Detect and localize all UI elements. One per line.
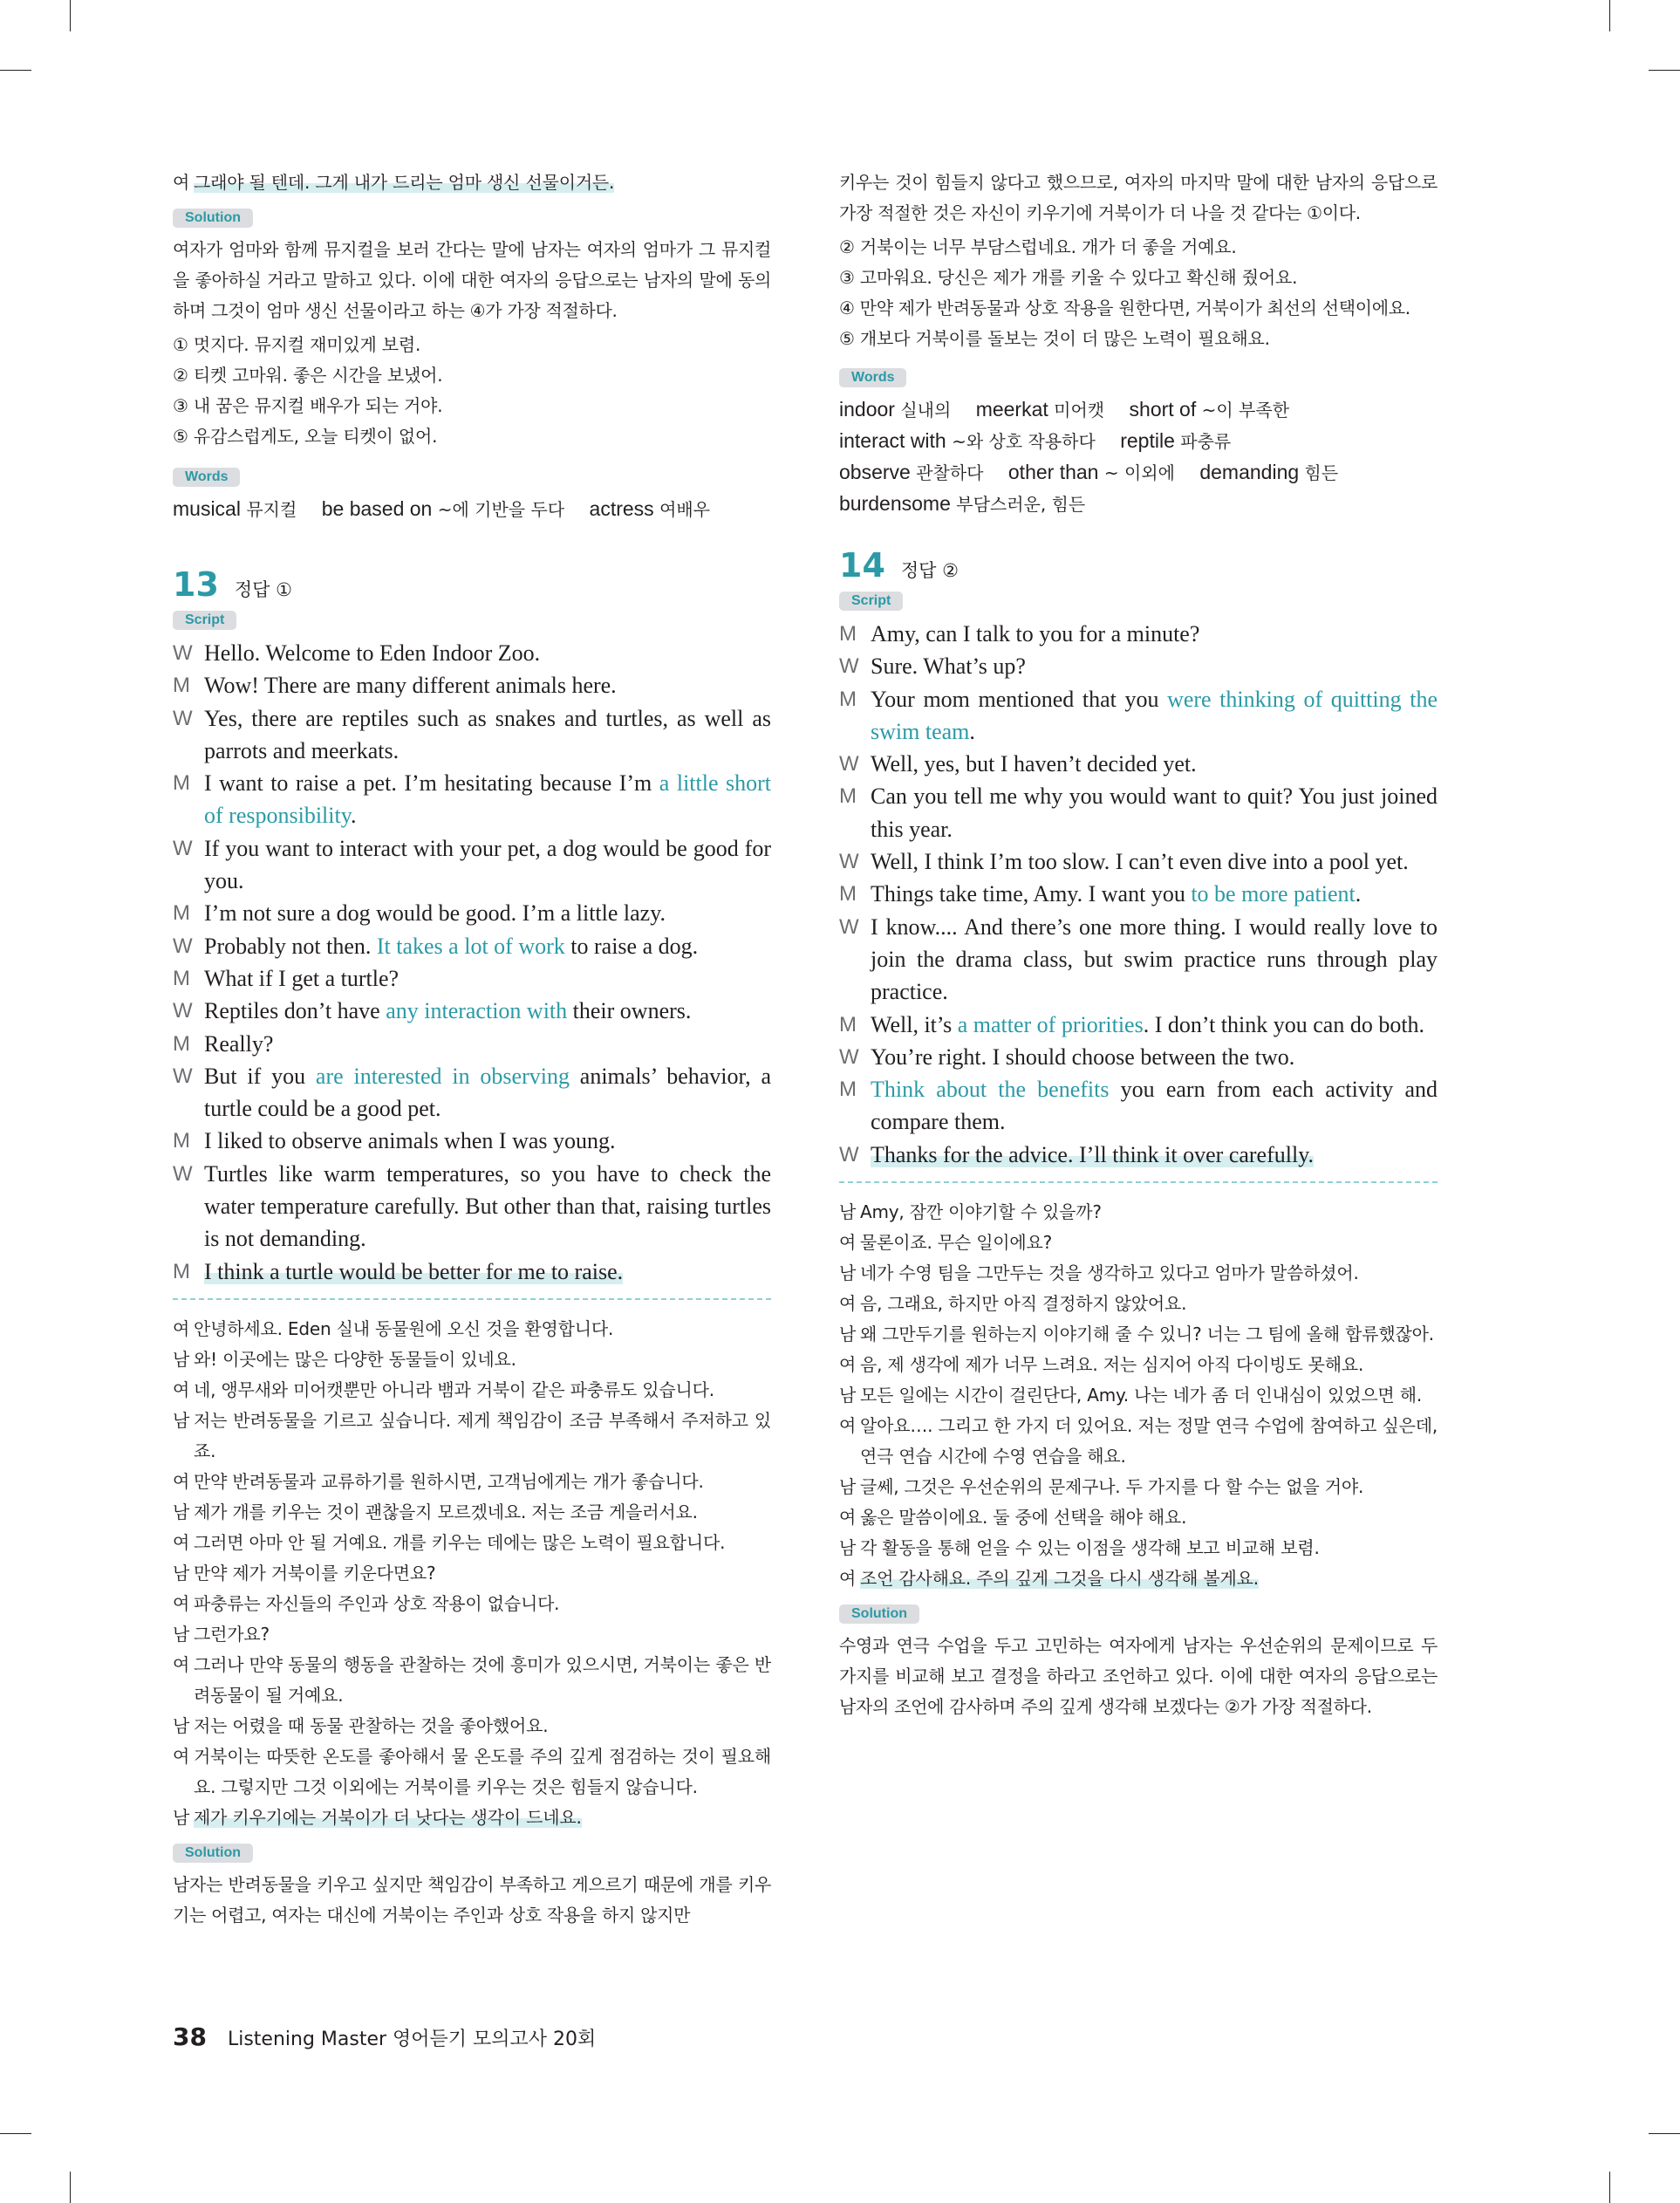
text: 여	[173, 1379, 190, 1400]
q14-solution: 수영과 연극 수업을 두고 고민하는 여자에게 남자는 우선순위의 문제이므로 두 가지를 비교해 보고 결정을 하라고 조언하고 있다. 이에 대한 여자의 응답으로는 남자의 조언에 감사하며 주의 깊게 생각해 보겠다는 ②가 가장 적절하다.	[839, 1635, 1438, 1718]
text: you earn from each activity and compare them.	[871, 1077, 1438, 1135]
text: 힘든	[1304, 462, 1339, 483]
script-line	[173, 767, 771, 832]
text: 여	[173, 1317, 190, 1339]
text: Sure. What’s up?	[871, 653, 1026, 680]
answer-highlight: 제가 키우기에는 거북이가 더 낫다는 생각이 드네요.	[194, 1806, 582, 1828]
solution-badge: Solution	[173, 1844, 253, 1863]
text: 남	[173, 1623, 190, 1645]
text: 남	[173, 1806, 190, 1828]
text: 뮤지컬	[246, 499, 297, 520]
text: actress	[589, 497, 654, 520]
text: 제가 개를 키우는 것이 괜찮을지 모르겠네요. 저는 조금 게을러서요.	[194, 1501, 698, 1522]
text: 남	[173, 1409, 190, 1431]
text: . I don’t think you can do both.	[1143, 1011, 1425, 1037]
text: 그런가요?	[194, 1623, 270, 1645]
q13-solution-part2: 키우는 것이 힘들지 않다고 했으므로, 여자의 마지막 말에 대한 남자의 응답으로 가장 적절한 것은 자신이 키우기에 거북이가 더 나을 것 같다는 ①이다.	[839, 172, 1438, 223]
text: M	[839, 1078, 857, 1102]
text: 음, 그래요, 하지만 아직 결정하지 않았어요.	[860, 1293, 1187, 1315]
text: their owners.	[567, 998, 692, 1024]
text: Well, it’s	[871, 1011, 958, 1037]
answer-label: 정답 ①	[234, 579, 292, 600]
text: 여	[839, 1354, 857, 1376]
option-item: ③ 내 꿈은 뮤지컬 배우가 되는 거야.	[173, 395, 443, 416]
text: ~이 부족한	[1201, 400, 1290, 421]
option-item: ② 거북이는 너무 부담스럽네요. 개가 더 좋을 거예요.	[839, 236, 1237, 257]
divider	[839, 1181, 1438, 1183]
text: ~에 기반을 두다	[437, 499, 565, 520]
script-line	[173, 669, 771, 701]
word-entry	[173, 497, 297, 520]
text: M	[173, 1259, 190, 1283]
words-badge: Words	[839, 368, 906, 387]
script-line	[839, 748, 1438, 780]
script-line	[839, 1139, 1438, 1171]
text: W	[173, 836, 193, 860]
text: 관찰하다	[916, 462, 984, 483]
text: 남	[173, 1562, 190, 1584]
text: 저는 반려동물을 기르고 싶습니다. 제게 책임감이 조금 부족해서 주저하고 있죠.	[194, 1409, 771, 1461]
text: M	[173, 674, 190, 698]
text: Yes, there are reptiles such as snakes and turtles, as well as parrots and meerkats.	[204, 705, 771, 763]
script-line	[173, 1125, 771, 1157]
word-entry	[1120, 429, 1231, 452]
option-item: ⑤ 개보다 거북이를 돌보는 것이 더 많은 노력이 필요해요.	[839, 328, 1270, 349]
text: W	[173, 934, 193, 958]
key-phrase: are interested in observing	[315, 1063, 570, 1089]
q12-words	[173, 494, 771, 525]
text: What if I get a turtle?	[204, 965, 400, 991]
text: Your mom mentioned that you	[871, 686, 1168, 712]
crop-mark-top-left	[0, 70, 31, 71]
text: W	[173, 999, 193, 1023]
text: musical	[173, 497, 241, 520]
text: I’m not sure a dog would be good. I’m a little lazy.	[204, 900, 666, 927]
text: 남	[839, 1262, 857, 1284]
text: Turtles like warm temperatures, so you have to check the water temperature carefully. But other than that, raising turtles is not demanding.	[204, 1160, 771, 1252]
text: .	[969, 718, 975, 744]
text: 와! 이곳에는 많은 다양한 동물들이 있네요.	[194, 1348, 516, 1370]
option-item: ① 멋지다. 뮤지컬 재미있게 보렴.	[173, 334, 421, 355]
q13-words	[839, 394, 1438, 520]
text: 파충류는 자신들의 주인과 상호 작용이 없습니다.	[194, 1592, 560, 1614]
text: M	[173, 1129, 190, 1153]
text: 거북이는 따뜻한 온도를 좋아해서 물 온도를 주의 깊게 점검하는 것이 필요해요. 그렇지만 그것 이외에는 거북이를 키우는 것은 힘들지 않습니다.	[194, 1745, 771, 1797]
script-line	[173, 897, 771, 929]
text: 그러면 아마 안 될 거예요. 개를 키우는 데에는 많은 노력이 필요합니다.	[194, 1531, 726, 1553]
text: W	[839, 654, 859, 679]
key-phrase: to be more patient	[1191, 881, 1356, 907]
text: 남	[839, 1385, 857, 1406]
crop-mark-top-right	[1649, 70, 1680, 71]
text: Probably not then.	[204, 933, 377, 959]
script-badge: Script	[173, 611, 236, 630]
text: Really?	[204, 1030, 274, 1057]
text: 여	[839, 1507, 857, 1529]
text: 여	[839, 1568, 857, 1590]
text: Things take time, Amy. I want you	[871, 881, 1192, 907]
text: 파충류	[1180, 431, 1232, 452]
text: M	[173, 901, 190, 926]
script-line	[173, 1255, 771, 1288]
text: M	[173, 966, 190, 990]
q13-solution-part1: 남자는 반려동물을 키우고 싶지만 책임감이 부족하고 게으르기 때문에 개를 키우기는 어렵고, 여자는 대신에 거북이는 주인과 상호 작용을 하지 않지만	[173, 1873, 771, 1926]
text: M	[839, 622, 857, 646]
key-phrase: were thinking of quitting the swim team	[871, 686, 1438, 744]
text: observe	[839, 461, 911, 483]
script-line	[173, 962, 771, 995]
text: I want to raise a pet. I’m hesitating because I’m	[204, 770, 659, 797]
text: M	[839, 784, 857, 809]
crop-mark-top-left-v	[70, 0, 71, 31]
solution-badge: Solution	[839, 1604, 919, 1624]
script-line	[839, 650, 1438, 682]
text: W	[839, 1044, 859, 1069]
script-line	[839, 1009, 1438, 1041]
script-line	[839, 618, 1438, 650]
book-title: Listening Master 영어듣기 모의고사 20회	[227, 2029, 597, 2050]
text: W	[173, 641, 193, 665]
text: 만약 반려동물과 교류하기를 원하시면, 고객님에게는 개가 좋습니다.	[194, 1470, 704, 1492]
script-line	[839, 911, 1438, 1009]
crop-mark-bottom-left-v	[70, 2172, 71, 2203]
script-line	[173, 702, 771, 768]
text: 여	[839, 1415, 857, 1437]
script-badge: Script	[839, 592, 903, 611]
words-badge: Words	[173, 468, 240, 487]
text: Well, yes, but I haven’t decided yet.	[871, 751, 1197, 777]
text: Well, I think I’m too slow. I can’t even dive into a pool yet.	[871, 849, 1409, 875]
text: If you want to interact with your pet, a dog would be good for you.	[204, 835, 771, 894]
script-line	[839, 845, 1438, 878]
word-entry	[839, 492, 1085, 515]
key-phrase: It takes a lot of work	[376, 933, 565, 959]
q13-heading	[173, 565, 771, 604]
script-line	[173, 637, 771, 669]
text: interact with	[839, 429, 946, 452]
text: 여	[173, 1531, 190, 1553]
question-number: 14	[839, 546, 885, 585]
word-entry	[839, 398, 951, 421]
word-entry	[839, 429, 1096, 452]
text: 네가 수영 팀을 그만두는 것을 생각하고 있다고 엄마가 말씀하셨어.	[860, 1262, 1359, 1284]
text: W	[173, 706, 193, 730]
crop-mark-top-right-v	[1609, 0, 1610, 31]
q14-heading	[839, 546, 1438, 585]
text: demanding	[1199, 461, 1300, 483]
option-item: ⑤ 유감스럽게도, 오늘 티켓이 없어.	[173, 426, 438, 447]
text: other than	[1007, 461, 1099, 483]
text: 여	[173, 1745, 190, 1767]
text: W	[839, 914, 859, 939]
text: meerkat	[975, 398, 1048, 421]
q13-translation	[173, 1314, 771, 1833]
text: 남	[173, 1714, 190, 1736]
text: 알아요…. 그리고 한 가지 더 있어요. 저는 정말 연극 수업에 참여하고 싶은데, 연극 연습 시간에 수영 연습을 해요.	[860, 1415, 1438, 1468]
text: 모든 일에는 시간이 걸린단다, Amy. 나는 네가 좀 더 인내심이 있었으면 해.	[860, 1385, 1422, 1406]
answer-highlight: I think a turtle would be better for me to raise.	[204, 1258, 624, 1284]
text: 여배우	[659, 499, 711, 520]
text: 실내의	[900, 400, 952, 421]
text: short of	[1129, 398, 1197, 421]
answer-highlight: 조언 감사해요. 주의 깊게 그것을 다시 생각해 볼게요.	[860, 1568, 1259, 1590]
answer-highlight: Thanks for the advice. I’ll think it over carefully.	[871, 1141, 1315, 1167]
page-number: 38	[173, 2022, 207, 2051]
text: But if you	[204, 1063, 316, 1089]
text: 왜 그만두기를 원하는지 이야기해 줄 수 있니? 너는 그 팀에 올해 합류했잖아.	[860, 1324, 1434, 1345]
text: 여	[173, 1470, 190, 1492]
text: indoor	[839, 398, 895, 421]
q12-options	[173, 330, 771, 452]
q12-last-line	[173, 168, 771, 198]
text: reptile	[1120, 429, 1175, 452]
key-phrase: Think about the benefits	[871, 1077, 1110, 1103]
text: 여	[173, 1653, 190, 1675]
text: 글쎄, 그것은 우선순위의 문제구나. 두 가지를 다 할 수는 없을 거야.	[860, 1476, 1364, 1498]
text: Reptiles don’t have	[204, 998, 386, 1024]
text: 안녕하세요. Eden 실내 동물원에 오신 것을 환영합니다.	[194, 1317, 614, 1339]
text: 저는 어렸을 때 동물 관찰하는 것을 좋아했어요.	[194, 1714, 549, 1736]
divider	[173, 1298, 771, 1300]
left-column	[173, 168, 771, 1931]
right-column	[839, 168, 1438, 1722]
script-line	[839, 1041, 1438, 1073]
text: 만약 제가 거북이를 키운다면요?	[194, 1562, 436, 1584]
text: 물론이죠. 무슨 일이에요?	[860, 1232, 1053, 1254]
text: Wow! There are many different animals here.	[204, 673, 617, 699]
script-line	[839, 683, 1438, 749]
script-line	[173, 1028, 771, 1060]
text: animals’ behavior, a turtle could be a good pet.	[204, 1063, 771, 1122]
text: W	[173, 1064, 193, 1088]
script-line	[173, 995, 771, 1027]
text: Amy, can I talk to you for a minute?	[871, 621, 1200, 647]
text: 남	[173, 1501, 190, 1522]
crop-mark-bottom-right	[1649, 2133, 1680, 2134]
question-number: 13	[173, 565, 219, 604]
text: W	[839, 752, 859, 777]
text: 여	[173, 1592, 190, 1614]
text: 남	[839, 1201, 857, 1223]
q13-script	[173, 637, 771, 1288]
text: W	[839, 850, 859, 874]
text: Can you tell me why you would want to quit? You just joined this year.	[871, 783, 1438, 842]
text: M	[839, 687, 857, 711]
q14-script	[839, 618, 1438, 1171]
q13-options	[839, 232, 1438, 354]
text: You’re right. I should choose between the two.	[871, 1043, 1295, 1070]
text: 각 활동을 통해 얻을 수 있는 이점을 생각해 보고 비교해 보렴.	[860, 1537, 1320, 1559]
text: .	[1355, 881, 1362, 907]
word-entry	[1199, 461, 1338, 483]
script-line	[173, 1158, 771, 1255]
solution-badge: Solution	[173, 209, 253, 228]
text: M	[173, 771, 190, 796]
text: 여	[839, 1293, 857, 1315]
text: 부담스러운, 힘든	[956, 494, 1086, 515]
q12-solution: 여자가 엄마와 함께 뮤지컬을 보러 간다는 말에 남자는 여자의 엄마가 그 뮤지컬을 좋아하실 거라고 말하고 있다. 이에 대한 여자의 응답으로는 남자의 말에 동의하며 그것이 엄마 생신 선물이라고 하는 ④가 가장 적절하다.	[173, 239, 771, 321]
page-footer	[173, 2022, 596, 2051]
text: 남	[839, 1324, 857, 1345]
text: burdensome	[839, 492, 951, 515]
answer-highlight: 그래야 될 텐데. 그게 내가 드리는 엄마 생신 선물이거든.	[194, 172, 615, 193]
text: 남	[839, 1476, 857, 1498]
text: 미어캣	[1054, 400, 1105, 421]
text: I know.... And there’s one more thing. I would really love to join the drama class, but swim practice runs through play practice.	[871, 913, 1438, 1005]
crop-mark-bottom-left	[0, 2133, 31, 2134]
word-entry	[839, 461, 984, 483]
text: M	[839, 1012, 857, 1037]
text: be based on	[321, 497, 433, 520]
text: Amy, 잠깐 이야기할 수 있을까?	[860, 1201, 1102, 1223]
text: 네, 앵무새와 미어캣뿐만 아니라 뱀과 거북이 같은 파충류도 있습니다.	[194, 1379, 714, 1400]
q14-translation	[839, 1197, 1438, 1594]
script-line	[173, 1060, 771, 1125]
script-line	[839, 780, 1438, 845]
script-line	[173, 832, 771, 898]
option-item: ② 티켓 고마워. 좋은 시간을 보냈어.	[173, 365, 443, 386]
text: .	[351, 803, 357, 829]
text: 여	[839, 1232, 857, 1254]
word-entry	[322, 497, 564, 520]
speaker: 여	[173, 172, 190, 193]
script-line	[839, 1073, 1438, 1139]
text: 옳은 말씀이에요. 둘 중에 선택을 해야 해요.	[860, 1507, 1187, 1529]
text: 음, 제 생각에 제가 너무 느려요. 저는 심지어 아직 다이빙도 못해요.	[860, 1354, 1364, 1376]
text: ~와 상호 작용하다	[952, 431, 1096, 452]
option-item: ③ 고마워요. 당신은 제가 개를 키울 수 있다고 확신해 줬어요.	[839, 267, 1298, 288]
key-phrase: a little short of responsibility	[204, 770, 772, 829]
key-phrase: a matter of priorities	[957, 1011, 1144, 1037]
text: W	[173, 1161, 193, 1186]
text: 그러나 만약 동물의 행동을 관찰하는 것에 흥미가 있으시면, 거북이는 좋은 반려동물이 될 거예요.	[194, 1653, 771, 1706]
script-line	[839, 878, 1438, 910]
word-entry	[976, 398, 1104, 421]
answer-label: 정답 ②	[900, 560, 959, 581]
option-item: ④ 만약 제가 반려동물과 상호 작용을 원한다면, 거북이가 최선의 선택이에요.	[839, 298, 1410, 318]
script-line	[173, 930, 771, 962]
text: Hello. Welcome to Eden Indoor Zoo.	[204, 640, 541, 666]
key-phrase: any interaction with	[386, 998, 568, 1024]
text: W	[839, 1142, 859, 1166]
word-entry	[1130, 398, 1290, 421]
word-entry	[1008, 461, 1175, 483]
text: ~ 이외에	[1103, 462, 1175, 483]
text: 남	[173, 1348, 190, 1370]
word-entry	[590, 497, 711, 520]
text: 남	[839, 1537, 857, 1559]
text: I liked to observe animals when I was young.	[204, 1128, 616, 1154]
text: M	[839, 882, 857, 907]
text: to raise a dog.	[564, 933, 699, 959]
crop-mark-bottom-right-v	[1609, 2172, 1610, 2203]
text: M	[173, 1031, 190, 1056]
